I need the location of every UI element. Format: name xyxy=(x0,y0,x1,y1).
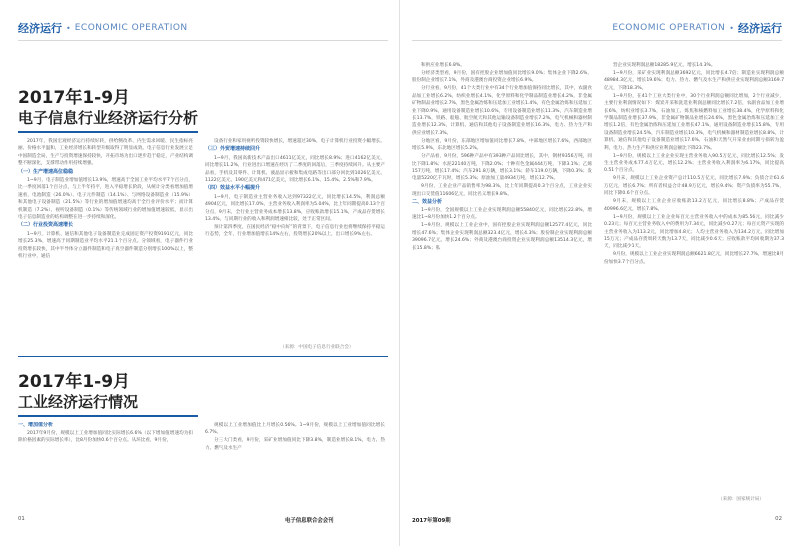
right-footer-issue xyxy=(412,516,451,524)
paragraph: 和供应业增长6.8%。 xyxy=(421,63,465,68)
paragraph: 分行业看，9月份，41个大类行业中有34个行业增加值保持同比增长，其中，农副食品加工业增长6.2%，纺织业增长4.1%，化学原料和化学制品制造业增长4.2%，非金属矿物制品业增长2.7%，黑色金属冶炼和压延加工业增长1.4%，有色金属冶炼和压延加工业下降0.9%，通用设备制造业增长10.6%，专用设备制造业增长11.3%，汽车制造业增长13.7%，铁路、船舶、航空航天和其他运输设备制造业增长7.2%，电气机械和器材制造业增长12.3%，计算机、通信和其他电子设备制造业增长16.3%，电力、热力生产和供应业增长7.3%。 xyxy=(412,86,592,136)
left-footer-pub xyxy=(285,516,334,524)
left-footer xyxy=(18,516,25,522)
article2-column2 xyxy=(205,422,385,502)
header-dot: • xyxy=(66,23,71,33)
paragraph: 分经济类型看，9月份，国有控股企业增加值同比增长9.0%；集体企业下降2.6%，股份制企业增长7.1%，外商及港澳台商投资企业增长6.9%。 xyxy=(412,71,592,84)
left-header xyxy=(18,20,188,36)
paragraph: 分产品看，9月份，596种产品中有393种产品同比增长，其中，钢材9356万吨，同比下降1.8%；水泥22140万吨，下降2.0%；十种有色金属444万吨，下降3.1%；乙烯157万吨，增长17.4%；汽车291.8万辆，增长3.1%；轿车119.0万辆，下降0.3%；发电量5220亿千瓦时，增长5.3%；原油加工量4934万吨，增长12.7%。 xyxy=(412,154,592,182)
section-heading: （四）效益水平小幅提升 xyxy=(205,185,261,192)
article1-column2 xyxy=(205,138,385,338)
paragraph: 1~9月份，规模以上工业企业中，国有控股企业实现利润总额12577.4亿元，同比增长47.6%；集体企业实现利润总额323.4亿元，增长4.3%；股份制企业实现利润总额39096.7亿元，增长24.6%；外商及港澳台商投资企业实现利润总额13514.3亿元，增长15.8%；私 xyxy=(412,223,592,251)
title-underline xyxy=(18,131,198,133)
section-heading: 二、效益分析 xyxy=(412,198,443,205)
paragraph: 9月末，规模以上工业企业应收账款13.2万亿元，同比增长8.8%；产成品存货40996.6亿元，增长7.8%。 xyxy=(604,199,784,212)
article1-source: （来源：中国电子信息行业联合会） xyxy=(280,345,354,350)
paragraph: 设备行业和家用视听投资较快增长，增速超过30%，电子计算机行业投资小幅增长。 xyxy=(214,139,385,144)
section-heading: （一）生产增速高位稳稳 xyxy=(18,168,74,175)
article1-title xyxy=(18,88,228,133)
paragraph: 1~9月，计算机、通信和其他电子设备制造业完成固定资产投资9191亿元，同比增长25.3%，增速高于同期制造业平均水平21.1个百分点。分领域看，电子器件行业投资增长较快，其中半导体分立器件制造和电子真空器件制造分别增长100%以上，整机行业中，通信 xyxy=(18,231,193,260)
title-underline xyxy=(18,415,198,417)
article1-column1 xyxy=(18,138,193,338)
section-heading: （二）行业投资高速增长 xyxy=(18,222,74,229)
right-column1 xyxy=(412,62,592,502)
header-section-cn: 经济运行 xyxy=(738,22,782,35)
issue-label: 2017年第09期 xyxy=(412,518,451,524)
header-divider xyxy=(412,40,782,41)
paragraph: 2017年，我国宏观经济运行持续好转，供给侧改革、内生需求回暖、民生指标亮丽、价格水平温和，工业经济增长和转型升级取得了明显成效。电子信息行业发展立足中国制造全局，生产与投资增速保持较快，开拓市场为出口逐步趋于稳定，产业结构调整不断深化，支撑带动作用持续增强。 xyxy=(18,139,193,167)
header-section-cn: 经济运行 xyxy=(18,22,62,35)
article2-title xyxy=(18,372,228,417)
paragraph: 分地区看，9月份，东部地区增加值同比增长7.8%，中部地区增长7.6%，西部地区增长5.9%，东北地区增长5.2%。 xyxy=(412,138,592,152)
article-divider xyxy=(18,356,388,357)
header-section-en: ECONOMIC OPERATION xyxy=(612,23,726,33)
right-page-number: 02 xyxy=(775,516,782,522)
article1-title-line2: 电子信息行业经济运行分析 xyxy=(18,109,199,127)
paragraph: 分三大门类看，9月份，采矿业增加值同比下降3.8%，制造业增长8.1%，电力、热力、燃气及水生产 xyxy=(205,438,385,451)
paragraph: 9月末，规模以上工业企业资产总计110.5万亿元，同比增长7.9%；负债合计61.6万亿元，增长6.7%；所有者权益合计48.9万亿元，增长9.4%；资产负债率为55.7%，同比下降0.6个百分点。 xyxy=(604,176,784,197)
header-dot: • xyxy=(729,23,734,33)
article2-title-line2: 工业经济运行情况 xyxy=(18,393,139,411)
right-source: （来源：国家统计局） xyxy=(718,497,764,502)
header-divider xyxy=(18,40,388,41)
paragraph: 1~9月，电子制造业增加值增长13.9%，增速高于全国工业平均水平7个百分点，比一季度回落1个百分点，与上半年持平，进入平稳增长阶段，从统计分类看增加值增速看，电池制造（26.0%）、电子元件制造（14.1%）、与网络设备制造业（15.9%）和其他电子设备制造（21.5%）等行业的增加值增速均高于全行业评价水平；而计算机制造（7.2%）、视听设备制造（0.1%）等传统领域行业的增加值增速较低，显示出电子信息制造业的结构调整在进一步持续和深化。 xyxy=(18,178,193,221)
publication-name: 电子信息联合会会刊 xyxy=(285,518,334,524)
paragraph: 2017年9月份，规模以上工业增加值同比实际增长6.6%（以下增加值增速均为扣除价格因素的实际增长率），比8月份加快0.6个百分点。从环比看，9月份， xyxy=(18,431,193,444)
paragraph: 9月份，工业企业产品销售率为98.3%，比上年同期提高0.3个百分点，工业企业实现出口交货值11606亿元，同比名义增长9.8%。 xyxy=(412,184,592,197)
article2-title-line1: 2017年1-9月 xyxy=(18,372,131,392)
paragraph: 规模以上工业增加值比上月增长0.56%。1~9月份，规模以上工业增加值同比增长6.7%。 xyxy=(205,423,385,436)
header-section-en: ECONOMIC OPERATION xyxy=(74,23,188,33)
paragraph: 1~9月份，全国规模以上工业企业实现利润总额55840亿元，同比增长22.8%，增速比1~8月份加快1.2个百分点。 xyxy=(412,207,592,221)
paragraph: 9月份，规模以上工业企业实现利润总额6621.8亿元，同比增长27.7%，增速比8月份加快3.7个百分点。 xyxy=(604,252,784,265)
paragraph: 1~9月份，规模以上工业企业实现主营业务收入90.5万亿元，同比增长12.5%；发生主营业务成本77.4万亿元，增长12.2%；主营业务收入利润率为6.17%，同比提高0.51个百分点。 xyxy=(604,153,784,174)
paragraph: 1~9月份，规模以上工业企业每百元主营业务收入中的成本为85.56元，同比减少0.23元；每百元主营业务收入中的费用为7.34元，同比减少0.27元；每百元资产实现的主营业务收入为113.2元，同比增加4.8元；人均主营业务收入为134.2万元，同比增加15万元；产成品存货周转天数为13.7天，同比减少0.6天；应收账款平均回收期为37.3天，同比减少1天。 xyxy=(604,214,784,250)
article2-column1 xyxy=(18,422,193,502)
paragraph: 1~9月份，在41个工业大类行业中，30个行业利润总额同比增加，2个行业减少，主要行业利润情况如下：煤炭开采和洗选业利润总额同比增长7.2倍，农副食品加工业增长6%，纺织业增长3.7%，石油加工、炼焦和核燃料加工业增长38.4%，化学原料和化学制品制造业增长37.9%，非金属矿物制品业增长24.6%，黑色金属冶炼和压延加工业增长1.2倍，有色金属冶炼和压延加工业增长47.1%，通用设备制造业增长15.8%，专用设备制造业增长24.5%，汽车制造业增长10.3%，电气机械和器材制造业增长8.8%，计算机、通信和其他电子设备制造业增长17.6%，石油和天然气开采业由同期亏损转为盈利，电力、热力生产和供应业利润总额比下降23.7%。 xyxy=(604,93,784,151)
right-footer xyxy=(775,516,782,522)
paragraph: 1~9月，我国高新技术产品出口4611亿美元，同比增长8.9%；进口4162亿美元，同比增长11.2%，行业进出口增速在经历了二季度的回落后，三季度持续回升。从主要产品看，手机及其零件、计算机、液晶显示板和集成电路等出口部分回比到1026亿美元、1122亿美元、190亿美元和471亿美元，同比增长6.1%、15.4%、2.5%和7.9%。 xyxy=(205,155,385,184)
right-column2 xyxy=(604,62,784,492)
right-header xyxy=(612,20,782,36)
section-heading: （三）外贸增速持续回升 xyxy=(205,146,261,153)
paragraph: 1~9月份，采矿业实现利润总额3692亿元，同比增长4.7倍；制造业实现利润总额48984.3亿元，增长19.6%；电力、热力、燃气及水生产和供应业实现利润总额3169.7亿元，下降18.3%。 xyxy=(604,71,784,91)
paragraph: 预计第四季度，在国民经济“稳中向好”的背景下，电子信息行业也将继续保持平稳运行态势，全年，行业增加值增长14%左右，投资增长20%以上，出口增长9%左右。 xyxy=(205,225,385,238)
right-page xyxy=(400,0,800,546)
section-heading: 一、增加值分析 xyxy=(18,422,54,428)
paragraph: 营企业实现利润总额18285.9亿元，增长14.3%。 xyxy=(613,63,716,68)
paragraph: 1~9月，电子制造业主营业务收入达到97322亿元，同比增长14.5%，利润总额4904亿元，同比增长17.0%，主营业务收入利润率为5.04%，比上年同期提高0.13个百分点，9月末，全行业主营业务成本增长13.8%，应收账款增长15.1%，产成品存货增长13.4%，与同期行业的收入和利润增速相比较，处于正常区间。 xyxy=(205,194,385,223)
left-page-number: 01 xyxy=(18,516,25,522)
article1-title-line1: 2017年1-9月 xyxy=(18,88,131,108)
